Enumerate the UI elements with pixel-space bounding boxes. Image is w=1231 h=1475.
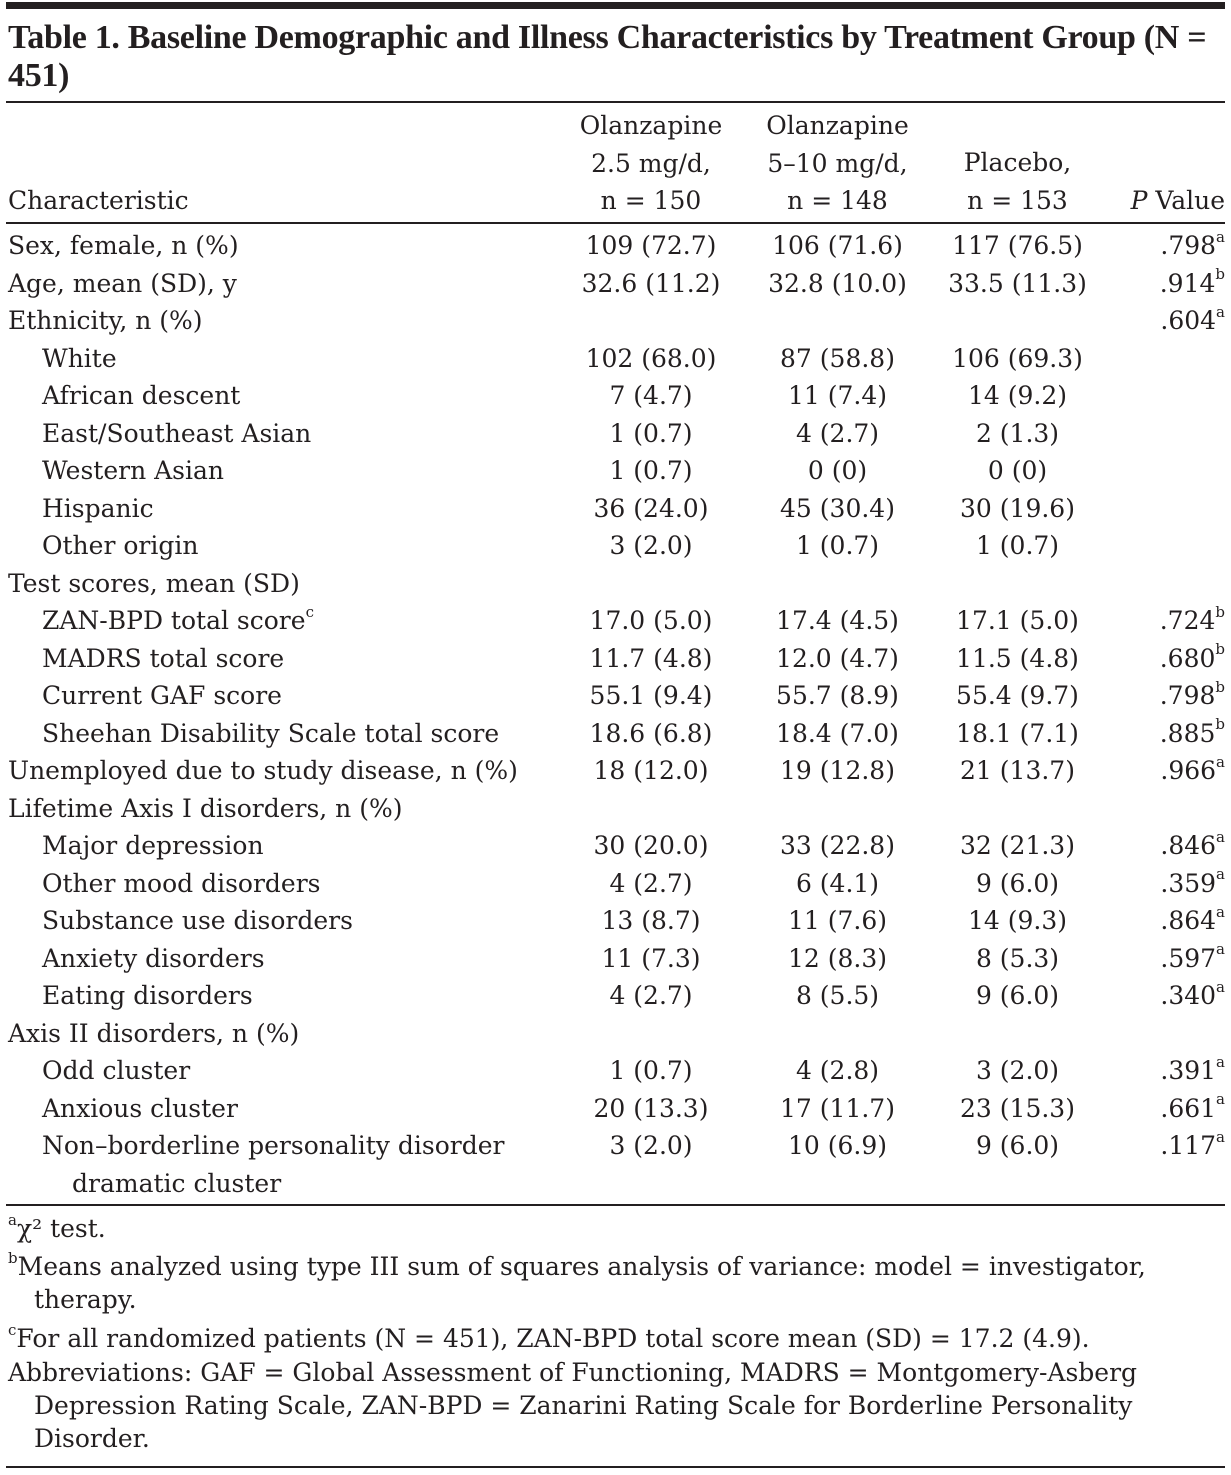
top-rule [6,2,1225,9]
footnote-line: Means analyzed using type III sum of squares analysis of variance: model = investigator, [17,1252,1146,1281]
row-label: Western Asian [42,456,225,485]
cell-olanzapine-low: 1 (0.7) [609,456,693,485]
cell-olanzapine-high: 6 (4.1) [795,868,880,898]
footnote [8,1322,1223,1355]
cell-olanzapine-low: 18 (12.0) [593,756,709,785]
cell-p-value: .597$^a$ [1160,940,1225,973]
cell-olanzapine-low: 11.7 (4.8) [589,643,713,673]
row-label: Non–borderline personality disorder [42,1131,505,1160]
footnote-marker: a [1216,1052,1225,1071]
footnote-marker: a [1216,227,1225,246]
cell-placebo: 23 (15.3) [960,1093,1075,1123]
cell-p-value: .885$^b$ [1159,715,1225,748]
row-label: Age, mean (SD), y [8,268,237,298]
cell-placebo: 8 (5.3) [975,943,1060,973]
row-label: Other mood disorders [42,868,321,898]
row-label: Other origin [42,531,199,560]
footnote-marker: b [1215,715,1225,734]
footnote-marker: a [1216,902,1225,921]
row-label: Sheehan Disability Scale total score [42,718,500,748]
cell-olanzapine-high: 10 (6.9) [787,1131,888,1160]
cell-p-value: .798$^a$ [1160,227,1225,260]
cell-olanzapine-high: 17 (11.7) [780,1093,895,1123]
cell-olanzapine-high: 45 (30.4) [780,493,895,523]
row-label: ZAN-BPD total score$^c$ [42,602,314,635]
cell-olanzapine-high: 32.8 (10.0) [768,268,907,298]
header-col2-line2: 5–10 mg/d, [767,148,908,178]
cell-olanzapine-low: 32.6 (11.2) [581,268,721,298]
header-col1-line1: Olanzapine [579,111,723,140]
row-label: Unemployed due to study disease, n (%) [8,756,518,785]
cell-olanzapine-low: 7 (4.7) [609,381,693,410]
row-label: East/Southeast Asian [42,418,312,448]
cell-olanzapine-low: 18.6 (6.8) [589,718,713,748]
cell-olanzapine-low: 1 (0.7) [609,418,693,448]
cell-placebo: 11.5 (4.8) [956,643,1079,673]
footnote-marker: a [1216,1127,1225,1146]
cell-p-value: .846$^a$ [1160,827,1225,860]
row-label: Hispanic [42,493,154,523]
cell-olanzapine-low: 3 (2.0) [609,531,693,560]
footnote-marker: b [1215,677,1225,696]
header-p-italic: P [1130,186,1148,215]
title-rule [6,101,1225,103]
cell-placebo: 21 (13.7) [960,756,1075,785]
cell-olanzapine-high: 18.4 (7.0) [776,718,899,748]
cell-olanzapine-low: 3 (2.0) [609,1131,693,1160]
cell-olanzapine-high: 87 (58.8) [780,343,895,373]
cell-olanzapine-low: 4 (2.7) [609,868,693,898]
header-rule [6,222,1225,224]
footnote [8,1212,1223,1245]
cell-olanzapine-high: 11 (7.4) [787,381,888,410]
footnote [8,1250,1223,1316]
cell-placebo: 14 (9.3) [967,906,1068,935]
cell-olanzapine-low: 4 (2.7) [609,981,693,1010]
cell-placebo: 32 (21.3) [960,831,1075,860]
cell-p-value: .724$^b$ [1159,602,1225,635]
header-olanzapine-high [750,107,925,220]
cell-olanzapine-high: 12.0 (4.7) [776,643,899,673]
footnote-letter: c [8,1320,17,1339]
cell-p-value: .966$^a$ [1160,752,1225,785]
cell-p-value: .864$^a$ [1160,902,1225,935]
cell-olanzapine-high: 33 (22.8) [780,831,895,860]
cell-olanzapine-high: 1 (0.7) [795,531,880,560]
cell-olanzapine-high: 19 (12.8) [780,756,895,785]
table-title: Table 1. Baseline Demographic and Illness Characteristics by Treatment Group (N = 451) [8,19,1207,94]
header-characteristic: Characteristic [8,186,189,215]
cell-p-value: .359$^a$ [1160,865,1225,898]
cell-olanzapine-low: 13 (8.7) [601,906,701,935]
cell-p-value: .117$^a$ [1160,1127,1225,1160]
footnote-marker: b [1215,640,1225,659]
cell-olanzapine-high: 8 (5.5) [795,981,880,1010]
footnote-letter: a [8,1210,17,1229]
header-olanzapine-low [562,107,740,220]
footnote-line: Depression Rating Scale, ZAN-BPD = Zanarini Rating Scale for Borderline Personality [34,1391,1133,1420]
cell-olanzapine-low: 109 (72.7) [585,231,717,260]
cell-olanzapine-high: 0 (0) [807,456,868,485]
row-label: Axis II disorders, n (%) [8,1018,300,1048]
cell-olanzapine-low: 17.0 (5.0) [589,606,713,635]
footnote-marker: a [1216,977,1225,996]
cell-olanzapine-low: 20 (13.3) [593,1093,709,1123]
footnote-line: For all randomized patients (N = 451), ZAN-BPD total score mean (SD) = 17.2 (4.9). [16,1324,1090,1353]
cell-placebo: 9 (6.0) [975,981,1060,1010]
header-col1-line3: n = 150 [600,186,702,215]
header-col2-line3: n = 148 [787,186,888,215]
cell-p-value: .604$^a$ [1160,302,1225,335]
row-label: Ethnicity, n (%) [8,306,203,335]
header-placebo [935,144,1100,219]
row-label: Odd cluster [42,1056,191,1085]
row-label: African descent [42,381,241,410]
cell-olanzapine-high: 12 (8.3) [787,943,888,973]
cell-placebo: 17.1 (5.0) [956,606,1079,635]
bottom-rule [6,1204,1225,1206]
cell-olanzapine-high: 4 (2.8) [795,1056,880,1085]
cell-placebo: 2 (1.3) [975,418,1060,448]
row-label: Eating disorders [42,981,253,1010]
cell-olanzapine-low: 102 (68.0) [585,343,717,373]
cell-olanzapine-low: 1 (0.7) [609,1056,693,1085]
cell-olanzapine-high: 4 (2.7) [795,418,880,448]
row-label: dramatic cluster [72,1168,282,1198]
header-col2-line1: Olanzapine [766,111,909,140]
cell-placebo: 0 (0) [987,456,1048,485]
footnote-marker: a [1216,940,1225,959]
footnote-marker: c [305,602,314,621]
cell-p-value: .391$^a$ [1160,1052,1225,1085]
cell-olanzapine-low: 11 (7.3) [601,943,701,973]
cell-olanzapine-high: 11 (7.6) [787,906,888,935]
header-col3-line2: n = 153 [967,185,1068,215]
footnote-marker: b [1215,265,1225,284]
footnote-marker: a [1216,827,1225,846]
row-label: MADRS total score [42,643,285,673]
footnote-line: therapy. [34,1285,137,1314]
header-p-rest: Value [1147,186,1225,215]
footnote [8,1356,1223,1455]
row-label: Major depression [42,831,264,860]
cell-placebo: 33.5 (11.3) [948,268,1087,298]
footnote-letter: b [8,1248,18,1267]
cell-placebo: 55.4 (9.7) [956,681,1079,710]
row-label: Sex, female, n (%) [8,231,239,260]
cell-olanzapine-high: 17.4 (4.5) [776,606,899,635]
cell-p-value: .914$^b$ [1159,265,1225,298]
footnote-marker: a [1216,1090,1225,1109]
cell-olanzapine-high: 55.7 (8.9) [776,681,899,710]
cell-olanzapine-low: 36 (24.0) [593,493,709,523]
footer-rule [6,1466,1225,1468]
cell-placebo: 9 (6.0) [975,868,1060,898]
row-label: Test scores, mean (SD) [8,568,300,598]
cell-p-value: .661$^a$ [1160,1090,1225,1123]
cell-placebo: 9 (6.0) [975,1131,1060,1160]
row-label: Current GAF score [42,681,282,710]
footnote-marker: a [1216,752,1225,771]
cell-placebo: 14 (9.2) [967,381,1068,410]
footnote-marker: a [1216,302,1225,321]
cell-placebo: 106 (69.3) [952,343,1083,373]
footnote-line: Disorder. [34,1424,150,1453]
header-col3-line1: Placebo, [963,148,1072,177]
footnote-line: χ² test. [16,1214,106,1243]
cell-placebo: 3 (2.0) [975,1056,1060,1085]
footnote-marker: a [1216,865,1225,884]
footnote-marker: b [1215,602,1225,621]
cell-placebo: 30 (19.6) [960,493,1075,523]
row-label: Lifetime Axis I disorders, n (%) [8,793,403,823]
header-p-value [1100,182,1225,220]
cell-olanzapine-low: 55.1 (9.4) [589,681,713,710]
cell-placebo: 117 (76.5) [952,231,1083,260]
cell-placebo: 18.1 (7.1) [956,718,1079,748]
header-col1-line2: 2.5 mg/d, [591,148,711,178]
cell-p-value: .340$^a$ [1160,977,1225,1010]
cell-olanzapine-high: 106 (71.6) [772,231,903,260]
row-label: Substance use disorders [42,906,353,935]
cell-p-value: .798$^b$ [1159,677,1225,710]
row-label: White [42,343,117,373]
cell-placebo: 1 (0.7) [975,531,1060,560]
row-label: Anxiety disorders [42,943,265,973]
footnote-line: Abbreviations: GAF = Global Assessment of Functioning, MADRS = Montgomery-Asberg [8,1358,1138,1387]
cell-olanzapine-low: 30 (20.0) [593,831,709,860]
cell-p-value: .680$^b$ [1159,640,1225,673]
row-label: Anxious cluster [42,1093,238,1123]
